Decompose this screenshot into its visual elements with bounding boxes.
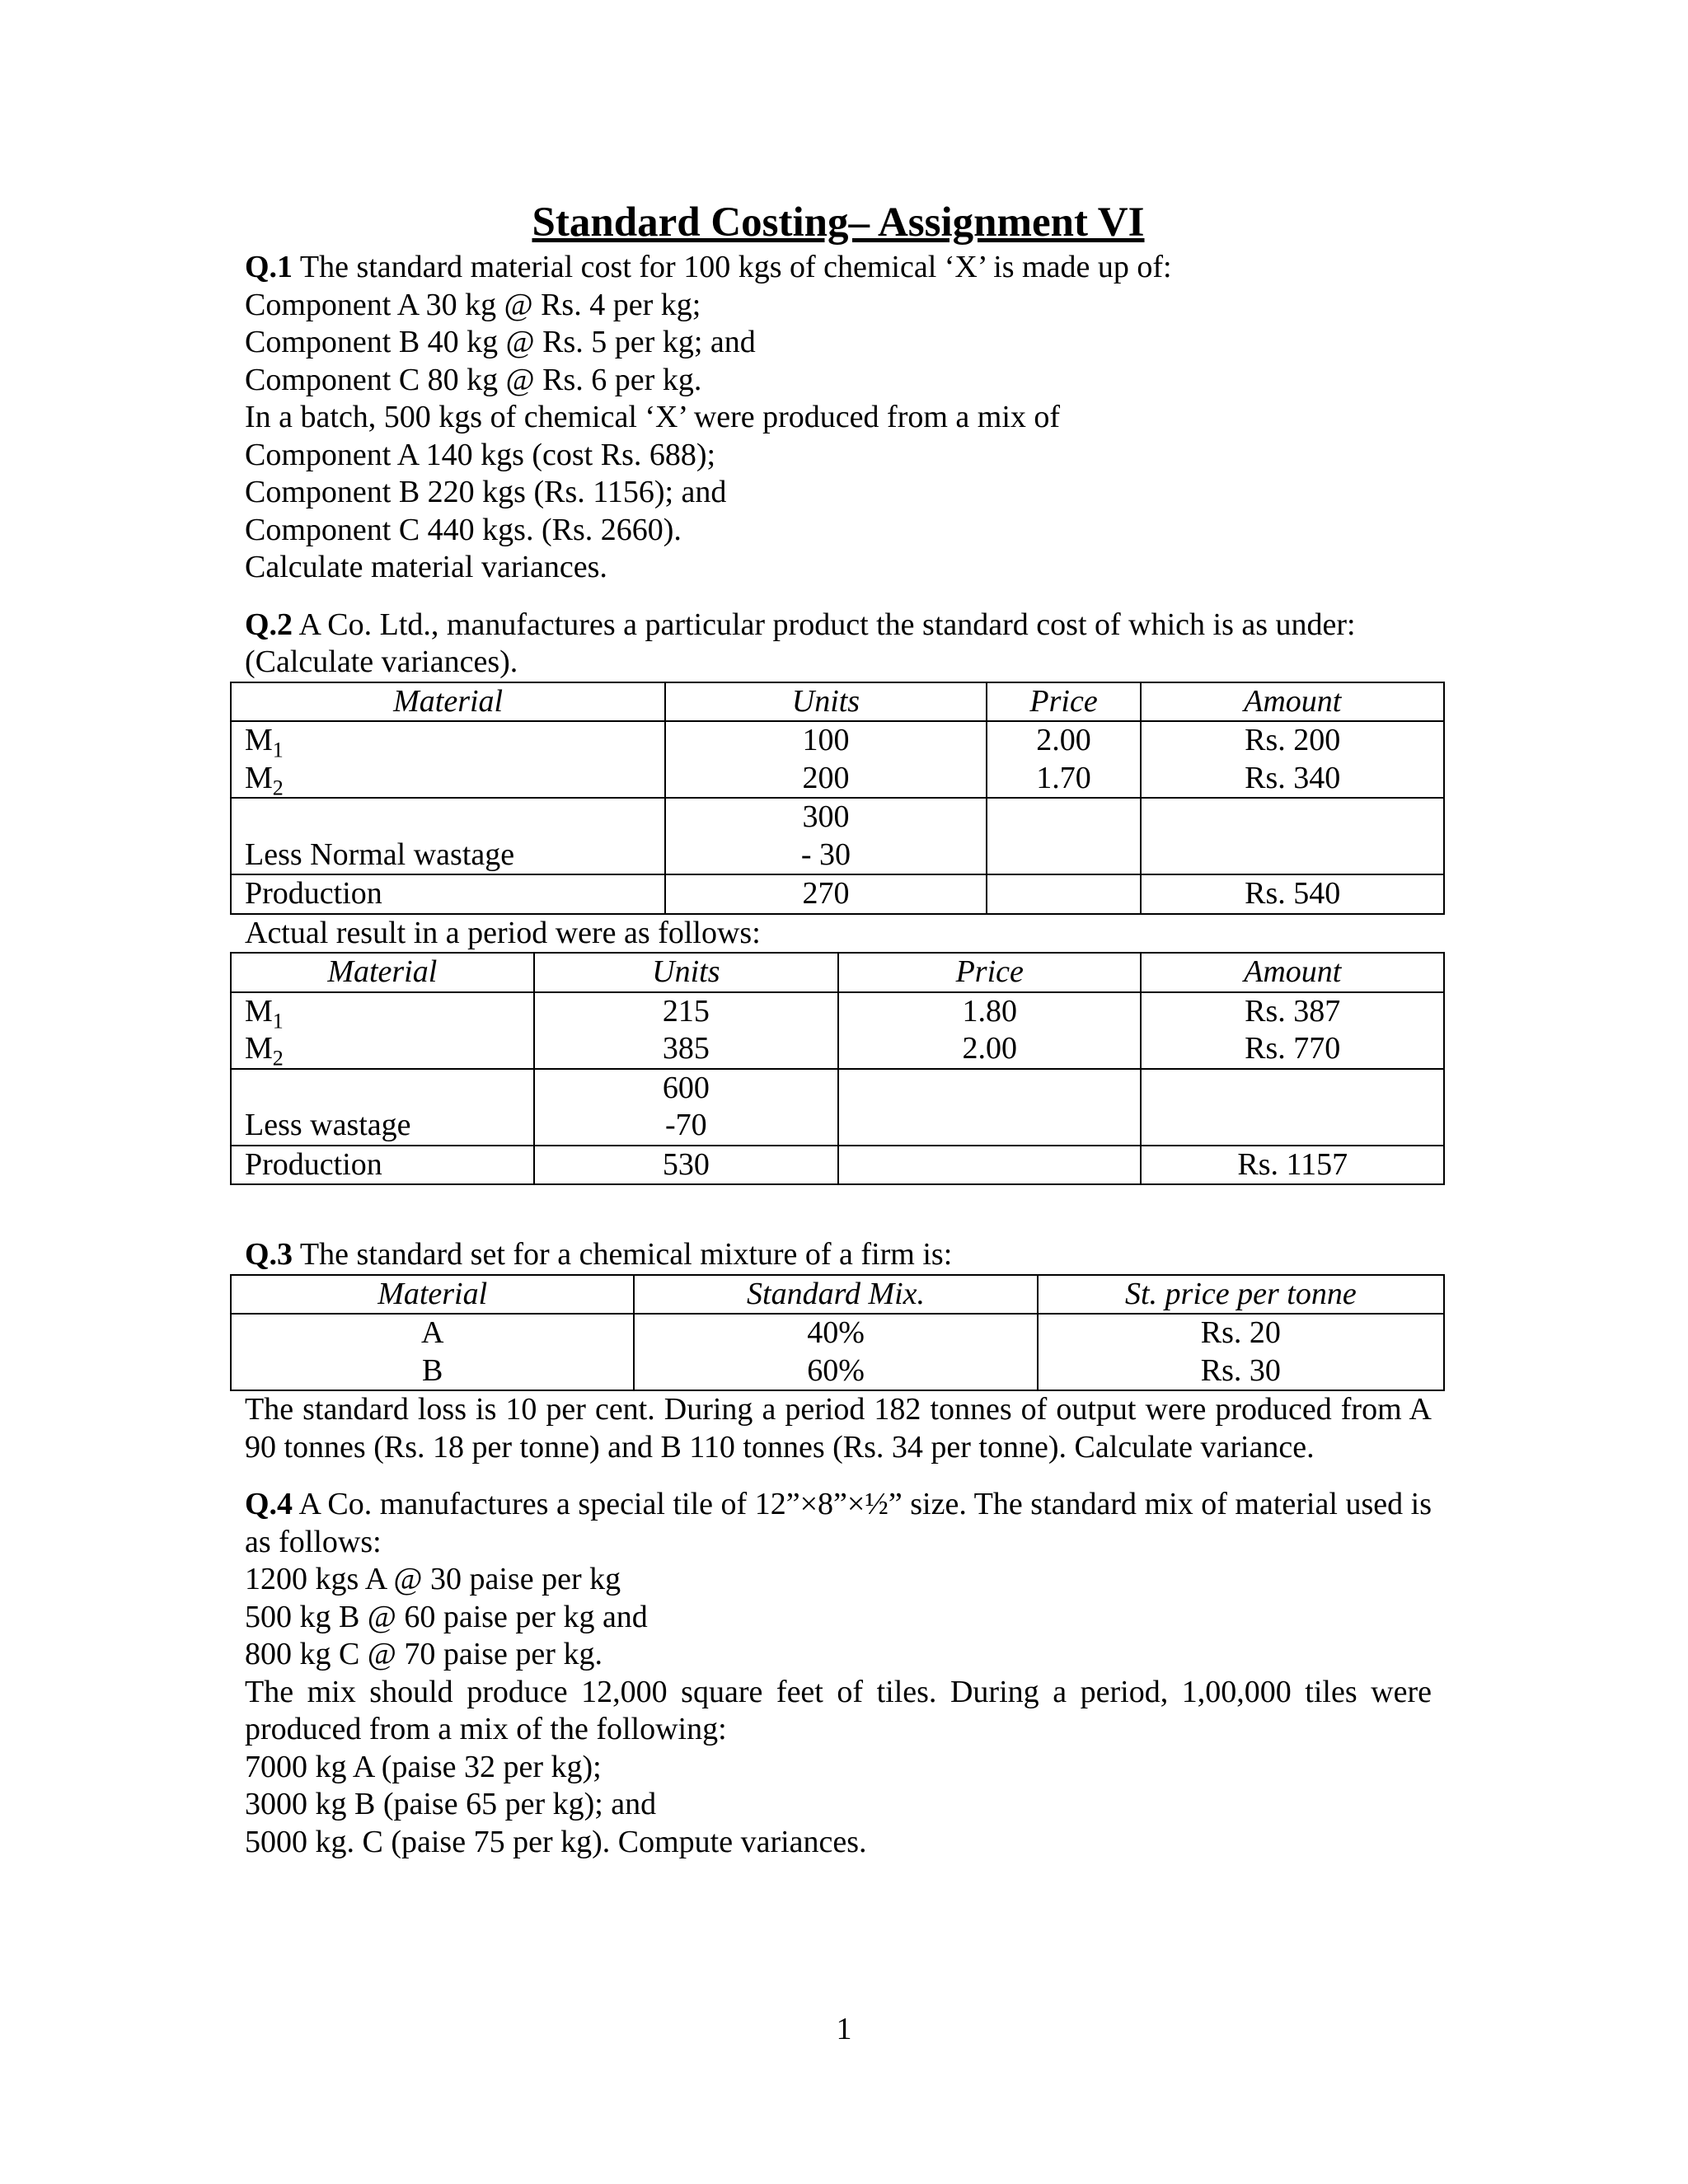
q1-line: Calculate material variances. [245, 550, 607, 584]
material-cell: Production [231, 874, 665, 914]
q4-lead-para [245, 1486, 1432, 1561]
q2-number: Q.2 [245, 607, 293, 642]
document-page [245, 198, 1432, 1861]
q4-para: The mix should produce 12,000 square feet of tiles. During a period, 1,00,000 tiles were produced from a mix of the following: [245, 1674, 1432, 1746]
q3-number: Q.3 [245, 1237, 293, 1272]
table-header-row [231, 953, 1444, 992]
page-title: Standard Costing– Assignment VI [532, 199, 1145, 246]
amount-cell [1141, 837, 1444, 875]
price-cell: 2.00 [987, 721, 1142, 760]
q4-line: 800 kg C @ 70 paise per kg. [245, 1637, 603, 1671]
material-cell: $M_1$ [231, 992, 534, 1031]
amount-cell: Rs. 387 [1141, 992, 1444, 1031]
table-header-row [231, 682, 1444, 722]
col-header-amount: Amount [1141, 953, 1444, 992]
q4-line: 3000 kg B (paise 65 per kg); and [245, 1787, 657, 1821]
q4-line: 7000 kg A (paise 32 per kg); [245, 1749, 602, 1784]
table-row [231, 798, 1444, 837]
table-row [231, 1146, 1444, 1185]
q2-lead-line [245, 607, 1432, 644]
material-cell: Less Normal wastage [231, 837, 665, 875]
q1-line: In a batch, 500 kgs of chemical ‘X’ were produced from a mix of [245, 400, 1061, 434]
col-header-standard-mix: Standard Mix. [634, 1275, 1037, 1315]
units-cell: 385 [534, 1030, 838, 1069]
units-cell: - 30 [665, 837, 986, 875]
q1-line: Component C 440 kgs. (Rs. 2660). [245, 512, 682, 547]
q4-line: 1200 kgs A @ 30 paise per kg [245, 1562, 621, 1596]
amount-cell: Rs. 1157 [1141, 1146, 1444, 1185]
units-cell: 300 [665, 798, 986, 837]
q3-lead-line [245, 1236, 1432, 1274]
q1-line: Component B 40 kg @ Rs. 5 per kg; and [245, 325, 756, 359]
q1-line: Component C 80 kg @ Rs. 6 per kg. [245, 362, 702, 397]
price-cell [838, 1069, 1141, 1108]
q3-text: The standard loss is 10 per cent. During a period 182 tonnes of output were produced from A 90 tonnes (Rs. 18 per tonne) and B 110 tonnes (Rs. 34 per tonne). Calculate variance. [245, 1392, 1432, 1465]
q4-number: Q.4 [245, 1487, 293, 1521]
price-cell [987, 798, 1142, 837]
material-cell: B [231, 1352, 634, 1391]
units-cell: 600 [534, 1069, 838, 1108]
price-cell: Rs. 20 [1038, 1314, 1444, 1352]
units-cell: 200 [665, 760, 986, 799]
table-header-row [231, 1275, 1444, 1315]
q3-lead: The standard set for a chemical mixture of a firm is: [293, 1237, 953, 1272]
amount-cell [1141, 798, 1444, 837]
col-header-price: Price [838, 953, 1141, 992]
question-2 [245, 607, 1432, 1186]
material-cell: A [231, 1314, 634, 1352]
units-cell: 530 [534, 1146, 838, 1185]
q1-line: Component A 140 kgs (cost Rs. 688); [245, 437, 716, 472]
amount-cell [1141, 1069, 1444, 1108]
col-header-price: Price [987, 682, 1142, 722]
q4-lead: A Co. manufactures a special tile of 12”×8”×½” size. The standard mix of material used is as follows: [245, 1487, 1432, 1559]
q1-lead-line [245, 249, 1432, 287]
mix-cell: 60% [634, 1352, 1037, 1391]
q2-lead: A Co. Ltd., manufactures a particular product the standard cost of which is as under: [293, 607, 1356, 642]
material-cell: $M_2$ [231, 760, 665, 799]
col-header-units: Units [534, 953, 838, 992]
price-cell [838, 1107, 1141, 1146]
price-cell [987, 874, 1142, 914]
price-cell: 2.00 [838, 1030, 1141, 1069]
question-1 [245, 249, 1432, 587]
material-cell: $M_1$ [231, 721, 665, 760]
table-row [231, 760, 1444, 799]
price-cell: 1.80 [838, 992, 1141, 1031]
question-4 [245, 1486, 1432, 1861]
q2-actual-intro: Actual result in a period were as follows: [245, 915, 761, 950]
amount-cell: Rs. 770 [1141, 1030, 1444, 1069]
mix-cell: 40% [634, 1314, 1037, 1352]
standard-mix-table [230, 1274, 1445, 1392]
amount-cell: Rs. 540 [1141, 874, 1444, 914]
col-header-price-per-tonne: St. price per tonne [1038, 1275, 1444, 1315]
col-header-material: Material [231, 953, 534, 992]
q1-lead: The standard material cost for 100 kgs of chemical ‘X’ is made up of: [293, 250, 1172, 284]
table-row [231, 1314, 1444, 1352]
q1-line: Component A 30 kg @ Rs. 4 per kg; [245, 287, 701, 322]
amount-cell: Rs. 340 [1141, 760, 1444, 799]
table-row [231, 1069, 1444, 1108]
col-header-material: Material [231, 682, 665, 722]
material-cell: Less wastage [231, 1107, 534, 1146]
units-cell: -70 [534, 1107, 838, 1146]
col-header-amount: Amount [1141, 682, 1444, 722]
question-3 [245, 1236, 1432, 1466]
standard-cost-table [230, 682, 1445, 915]
table-row [231, 1030, 1444, 1069]
price-cell [838, 1146, 1141, 1185]
q4-line: 500 kg B @ 60 paise per kg and [245, 1599, 648, 1634]
amount-cell [1141, 1107, 1444, 1146]
col-header-material: Material [231, 1275, 634, 1315]
q1-number: Q.1 [245, 250, 293, 284]
material-cell [231, 798, 665, 837]
col-header-units: Units [665, 682, 986, 722]
price-cell: 1.70 [987, 760, 1142, 799]
units-cell: 215 [534, 992, 838, 1031]
page-number: 1 [836, 2012, 852, 2046]
price-cell: Rs. 30 [1038, 1352, 1444, 1391]
table-row [231, 992, 1444, 1031]
table-row [231, 874, 1444, 914]
actual-cost-table [230, 952, 1445, 1185]
material-cell: $M_2$ [231, 1030, 534, 1069]
q2-line2: (Calculate variances). [245, 644, 518, 679]
material-cell [231, 1069, 534, 1108]
table-row [231, 721, 1444, 760]
table-row [231, 837, 1444, 875]
q1-line: Component B 220 kgs (Rs. 1156); and [245, 475, 727, 509]
amount-cell: Rs. 200 [1141, 721, 1444, 760]
units-cell: 100 [665, 721, 986, 760]
table-row [231, 1107, 1444, 1146]
units-cell: 270 [665, 874, 986, 914]
material-cell: Production [231, 1146, 534, 1185]
q4-line: 5000 kg. C (paise 75 per kg). Compute variances. [245, 1824, 867, 1859]
price-cell [987, 837, 1142, 875]
table-row [231, 1352, 1444, 1391]
